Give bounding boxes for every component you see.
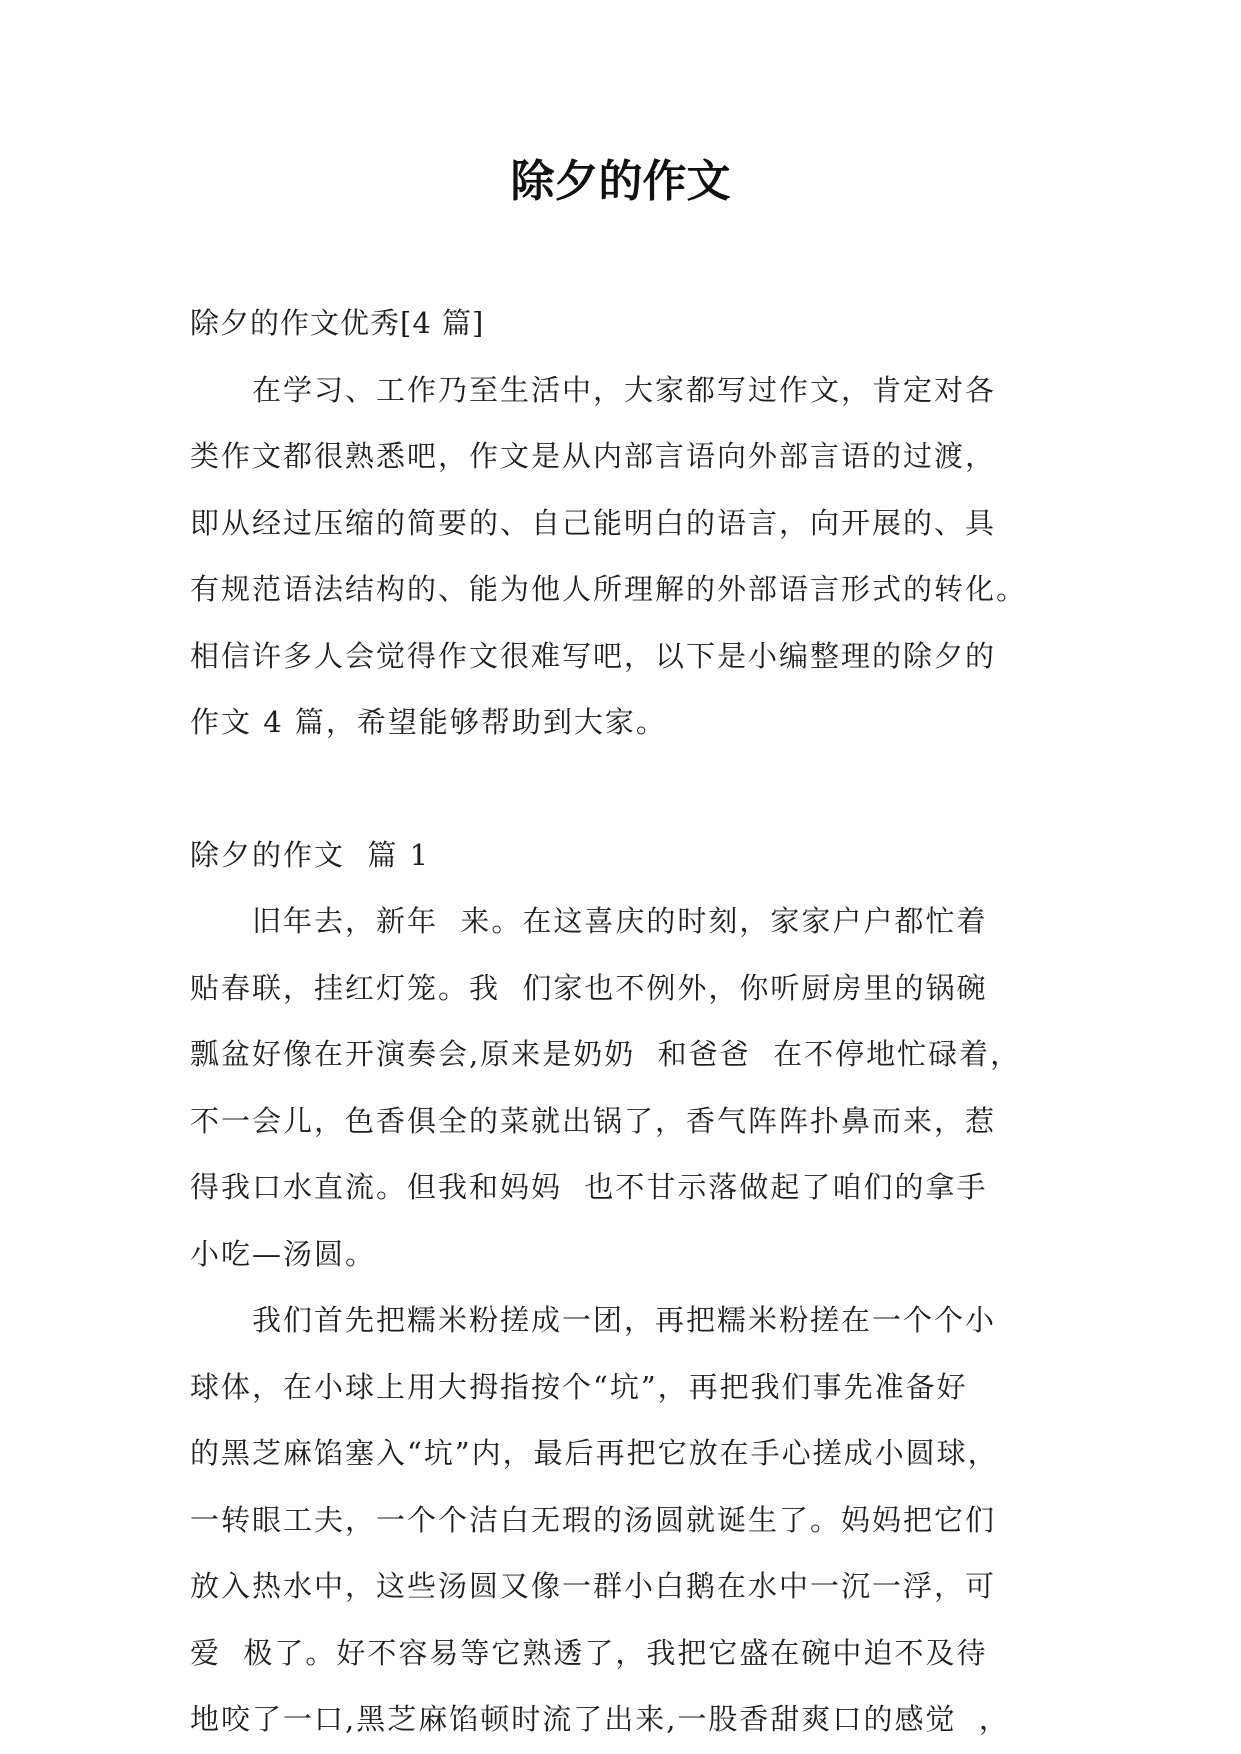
intro-line: 作文 4 篇，希望能够帮助到大家。 <box>190 705 667 739</box>
section1-paragraph-1 <box>190 888 1070 1287</box>
section-heading: 除夕的作文 篇 1 <box>190 837 431 872</box>
section-spacer <box>190 756 1070 822</box>
paragraph-line: 爱 极了。好不容易等它熟透了，我把它盛在碗中迫不及待 <box>190 1635 988 1670</box>
paragraph-line: 地咬了一口,黑芝麻馅顿时流了出来,一股香甜爽口的感觉 ， <box>190 1702 1010 1736</box>
document-title: 除夕的作文 <box>510 156 731 207</box>
paragraph-line: 瓢盆好像在开演奏会,原来是奶奶 和爸爸 在不停地忙碌着， <box>190 1037 1022 1071</box>
paragraph-line: 球体，在小球上用大拇指按个“坑”，再把我们事先准备好 <box>190 1369 968 1404</box>
paragraph-line: 我们首先把糯米粉搓成一团，再把糯米粉搓在一个个小 <box>190 1303 997 1337</box>
paragraph-line: 一转眼工夫，一个个洁白无瑕的汤圆就诞生了。妈妈把它们 <box>190 1502 997 1537</box>
intro-paragraph <box>190 357 1070 756</box>
document-subtitle: 除夕的作文优秀[4 篇] <box>190 306 485 340</box>
intro-line: 类作文都很熟悉吧，作文是从内部言语向外部言语的过渡， <box>190 439 997 473</box>
paragraph-line: 放入热水中，这些汤圆又像一群小白鹅在水中一沉一浮，可 <box>190 1569 997 1603</box>
intro-line: 在学习、工作乃至生活中，大家都写过作文，肯定对各 <box>190 372 997 407</box>
paragraph-line: 贴春联，挂红灯笼。我 们家也不例外，你听厨房里的锅碗 <box>190 970 988 1005</box>
intro-line: 有规范语法结构的、能为他人所理解的外部语言形式的转化。 <box>190 572 1028 606</box>
paragraph-line: 旧年去，新年 来。在这喜庆的时刻，家家户户都忙着 <box>190 904 988 938</box>
document-body <box>190 290 1070 1753</box>
intro-line: 相信许多人会觉得作文很难写吧，以下是小编整理的除夕的 <box>190 638 997 673</box>
paragraph-line: 小吃—汤圆。 <box>190 1236 377 1271</box>
intro-line: 即从经过压缩的简要的、自己能明白的语言，向开展的、具 <box>190 505 997 540</box>
paragraph-line: 不一会儿，色香俱全的菜就出锅了，香气阵阵扑鼻而来，惹 <box>190 1103 997 1138</box>
paragraph-line: 的黑芝麻馅塞入“坑”内，最后再把它放在手心搓成小圆球， <box>190 1436 999 1470</box>
paragraph-line: 得我口水直流。但我和妈妈 也不甘示落做起了咱们的拿手 <box>190 1170 988 1204</box>
section1-paragraph-2 <box>190 1287 1070 1753</box>
